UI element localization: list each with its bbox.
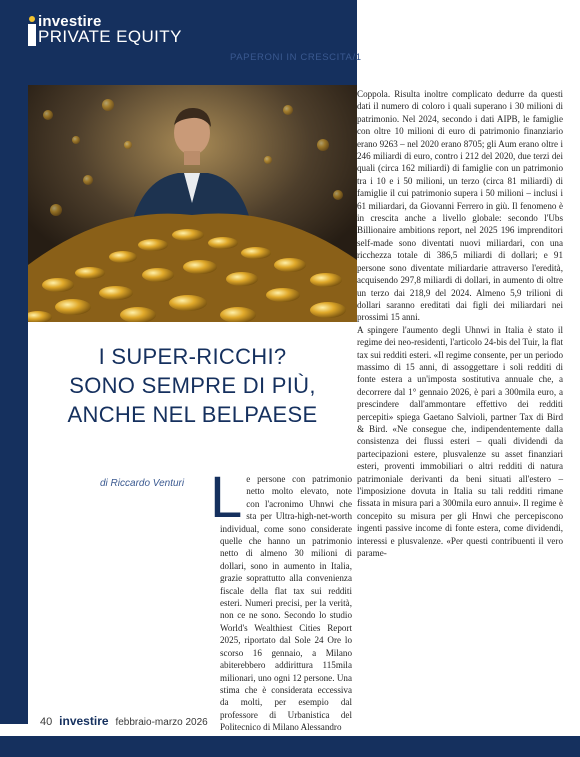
title-line: I SUPER-RICCHI? <box>98 344 287 369</box>
section-label: PRIVATE EQUITY <box>38 27 182 46</box>
drop-cap: L <box>210 465 243 530</box>
title-line: ANCHE NEL BELPAESE <box>67 402 318 427</box>
bottom-bar <box>0 736 580 757</box>
title-line: SONO SEMPRE DI PIÙ, <box>69 373 316 398</box>
article-title <box>28 342 357 429</box>
standfirst-line: GRAZIE SOPRATTUTTO ALLA <box>58 628 217 641</box>
body-paragraph: Coppola. Risulta inoltre complicato dedurre da questi dati il numero di coloro i quali superano i 30 milioni di patrimonio. Nel 2024, secondo i dati AIPB, le famiglie con oltre 10 milioni di euro di patrimonio finanziario erano 9263 – nel 2020 erano 8705; gli Aum erano oltre i 246 miliardi di euro, contro i 212 del 2020, due terzi dei quali (circa 162 miliardi) di famiglie con un patrimonio tra i 10 e i 50 milioni, un terzo (circa 81 miliardi) di famiglie il cui patrimonio supera i 50 milioni – inclusi i 61 miliardari, da Giovanni Ferrero in giù. Il fenomeno è in crescita anche a livello globale: secondo l'Ubs Billionaire ambitions report, nel 2025 196 imprenditori self-made sono diventati nuovi miliardari, con una ricchezza totale di 386,5 miliardi di dollari; e 91 persone sono diventate miliardarie attraverso l'eredità, acquisendo 297,8 miliardi di dollari, in aumento di oltre un terzo dai 218,9 del 2024. Almeno 5,9 trilioni di dollari saranno ereditati dai figli dei miliardari nei prossimi 15 anni. <box>357 89 563 323</box>
page-footer <box>40 714 208 728</box>
standfirst-line: DI DOLLARI, SONO IN AUMENTO <box>49 587 226 600</box>
byline: di Riccardo Venturi <box>100 478 185 489</box>
body-paragraph: e persone con patrimonio netto molto elevato, note con l'acronimo Uhnwi che sta per Ultra-high-net-worth individual, come sono considerate quelle che hanno un patrimonio netto di almeno 30 milioni di dollari, sono in aumento in Italia, grazie soprattutto alla convenienza fiscale della flat tax sui redditi esteri. Numeri precisi, per la verità, non ce ne sono. Secondo lo studio World's Wealthiest Cities Report 2025, riportato dal Sole 24 Ore lo scorso 16 gennaio, a Milano abiterebbero addirittura 115mila milionari, uno ogni 12 persone. Una stima che è considerata eccessiva da molti, per esempio dal professore di Urbanistica del Politecnico di Milano Alessandro <box>220 474 352 733</box>
standfirst-line: FLAT TAX SUI REDDITI ESTERI <box>54 670 221 683</box>
footer-brand: investire <box>59 714 109 728</box>
photo-businessman-gold-coins-icon <box>28 85 357 322</box>
standfirst-line: E IN PARTICOLARE IN ITALIA <box>59 608 216 621</box>
body-column-middle <box>210 465 352 734</box>
standfirst <box>40 522 235 687</box>
standfirst-line: CONVENIENZA FISCALE DELLA <box>52 649 223 662</box>
page-number: 40 <box>40 716 53 728</box>
standfirst-line: INDIVIDUAL, CON UN PATRIMONIO <box>43 546 232 559</box>
brand-name: investire <box>38 13 102 30</box>
body-paragraph: A spingere l'aumento degli Uhnwi in Italia è stato il regime dei neo-residenti, l'articolo 24-bis del Tuir, la flat tax sui redditi esteri. «Il regime consente, per un periodo massimo di 15 anni, di assoggettare i soli redditi di fonte estera a un'imposta sostitutiva annuale che, a decorrere dal 1° gennaio 2026, è pari a 300mila euro, a prescindere dall'ammontare effettivo dei redditi percepiti» spiega Gaetano Salvioli, partner Tax di Bird & Bird. «Ne consegue che, indipendentemente dalla consistenza dei flussi esteri – quali dividendi da partecipazioni estere, plusvalenze su asset finanziari esteri, proventi immobiliari o altri redditi di natura patrimoniale derivanti da beni situati all'estero – l'imposizione dovuta in Italia su tali redditi rimane fissata in misura pari a 300mila euro annui». Il regime è concepito su misura per gli Hnwi che percepiscono ingenti passive income di fonte estera, come dividendi, interessi e plusvalenze. «Per questi contribuenti il vero parame- <box>357 324 563 559</box>
issue-date: febbraio-marzo 2026 <box>115 717 208 728</box>
standfirst-line: GLI ULTRA-HIGH-NET-WORTH <box>56 526 219 538</box>
standfirst-line: NETTO DI ALMENO 30 MILIONI <box>55 567 220 580</box>
kicker: PAPERONI IN CRESCITA/1 <box>230 52 362 63</box>
body-column-right <box>357 88 563 559</box>
brand-i-icon <box>28 16 36 46</box>
